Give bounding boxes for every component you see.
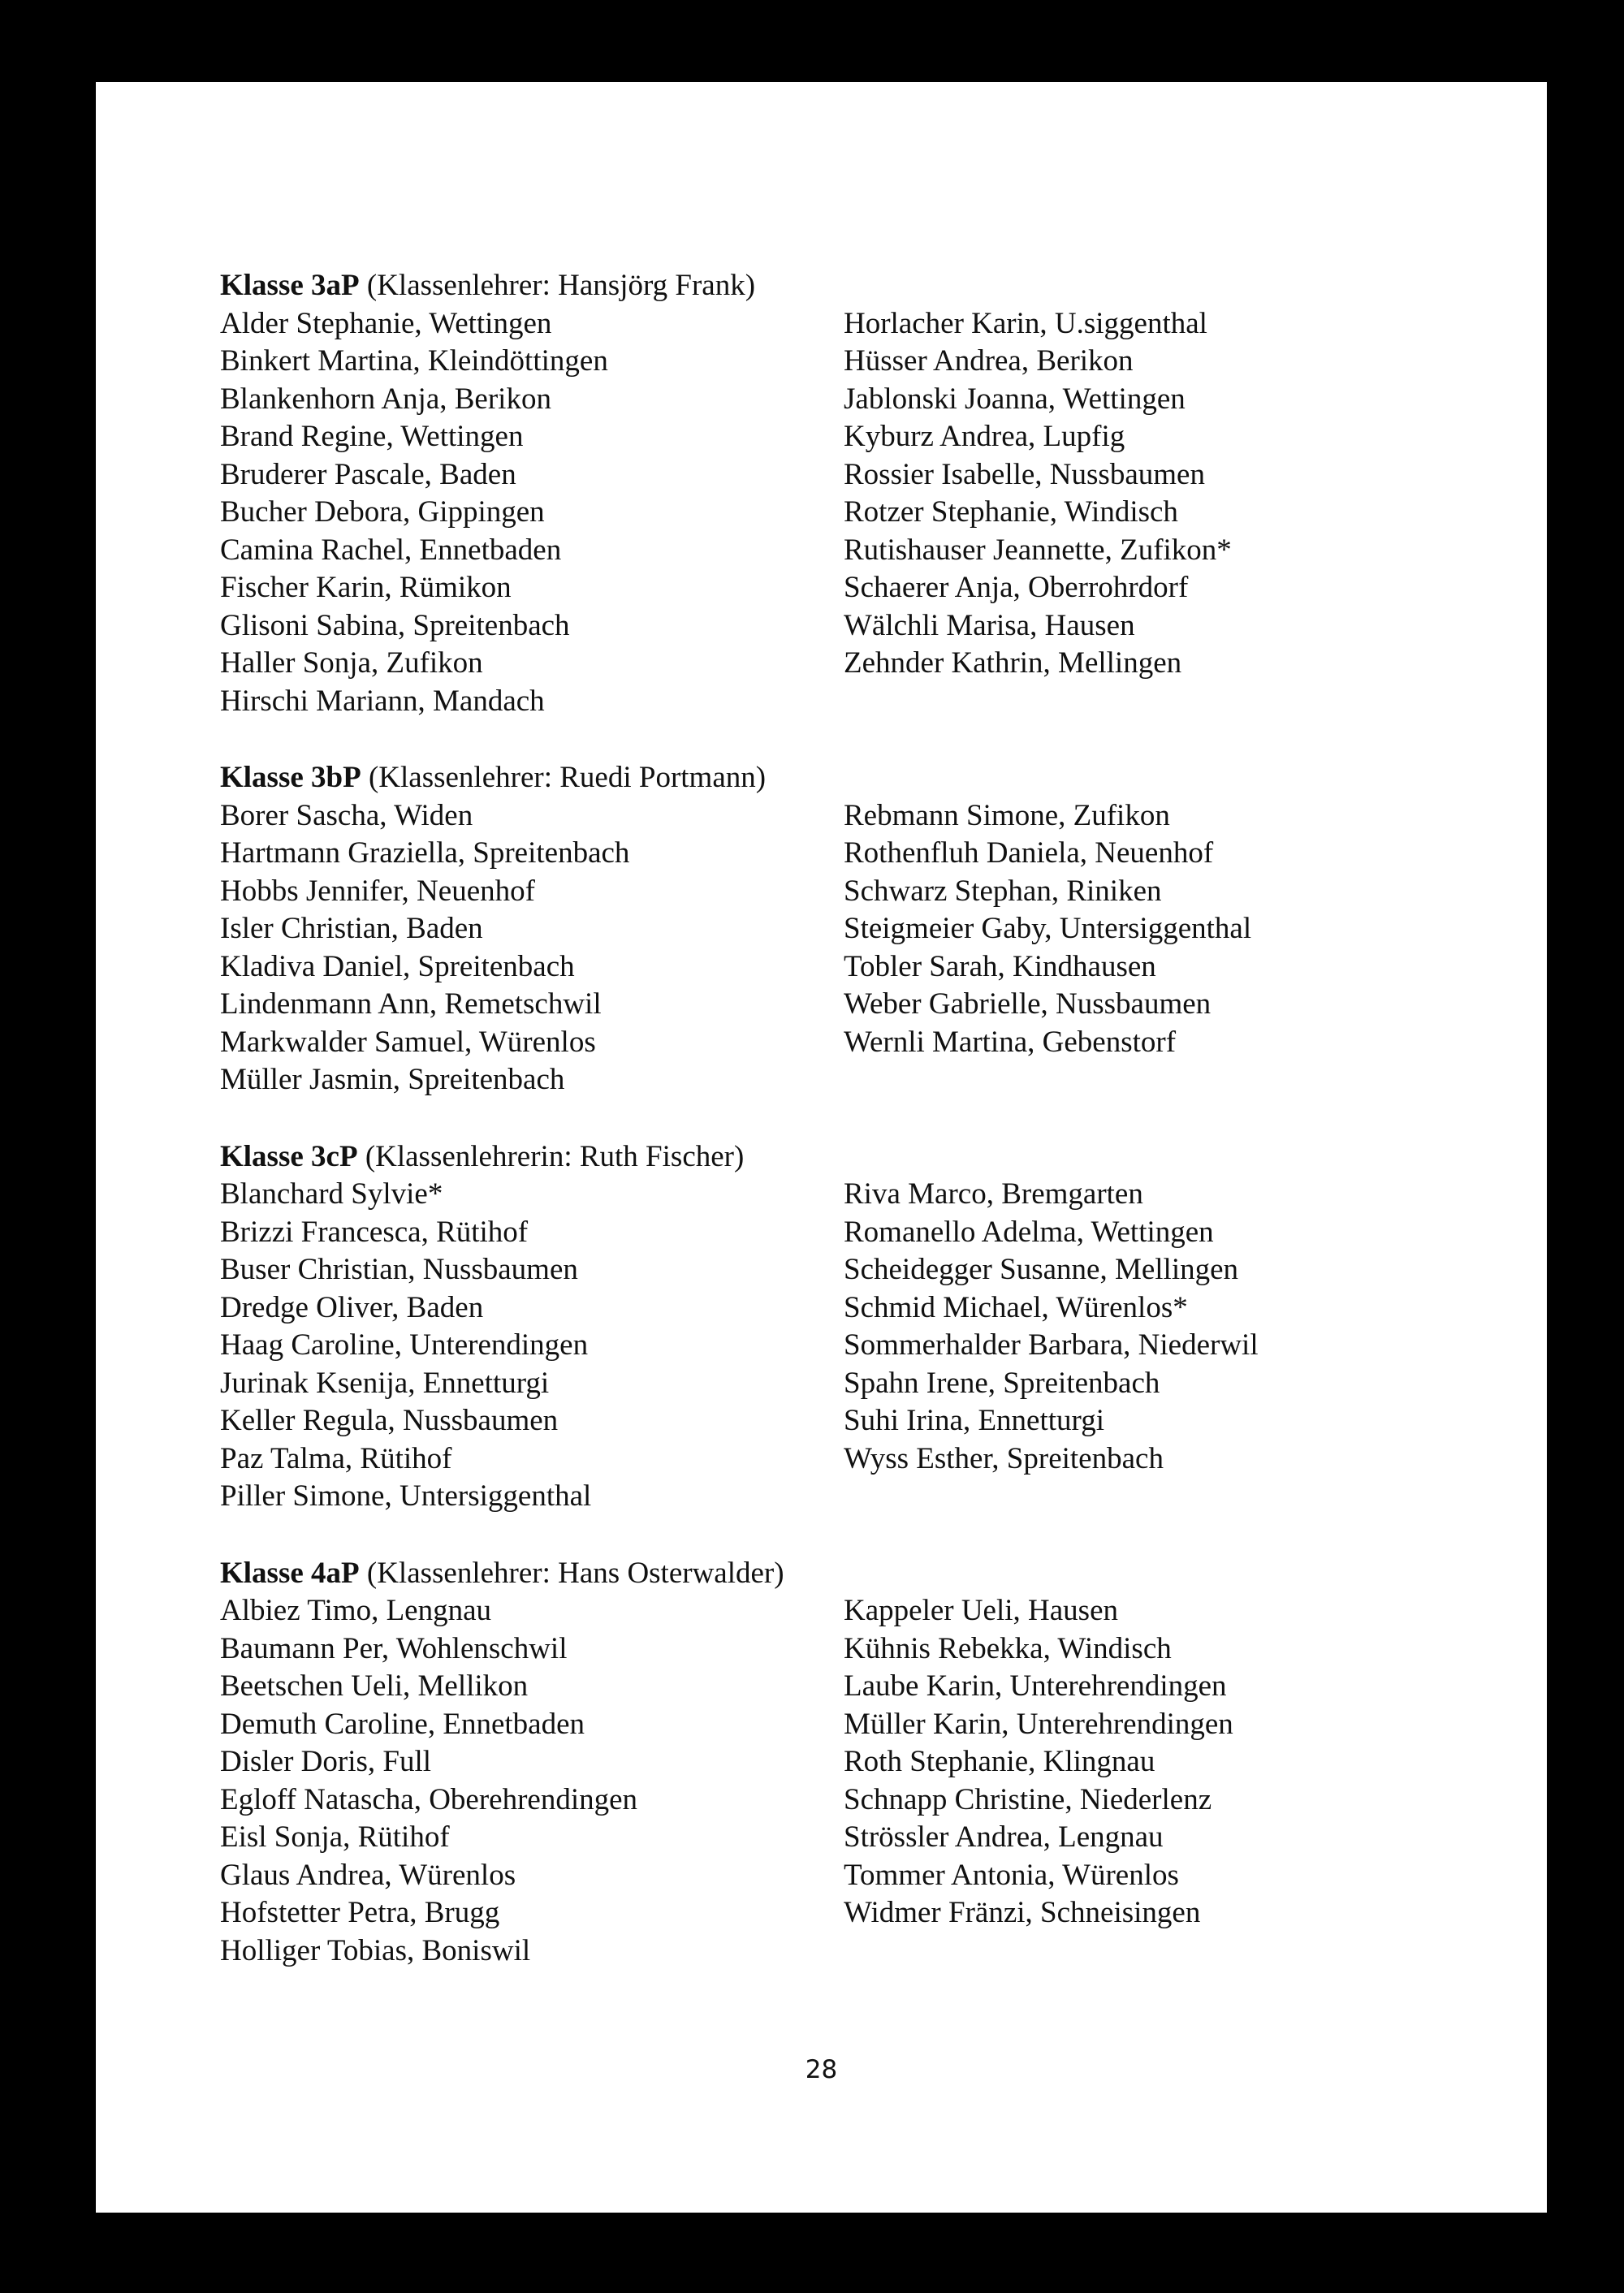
- student-entry: Hartmann Graziella, Spreitenbach: [220, 836, 630, 870]
- student-entry: Brizzi Francesca, Rütihof: [220, 1215, 529, 1249]
- student-entry: Kappeler Ueli, Hausen: [844, 1594, 1119, 1627]
- student-entry: Roth Stephanie, Klingnau: [844, 1745, 1155, 1778]
- student-entry: Strössler Andrea, Lengnau: [844, 1820, 1164, 1854]
- class-heading: [220, 1138, 1406, 1177]
- student-entry: Schnapp Christine, Niederlenz: [844, 1782, 1212, 1816]
- student-entry: Schaerer Anja, Oberrohrdorf: [844, 571, 1189, 604]
- student-entry: Riva Marco, Bremgarten: [844, 1177, 1143, 1211]
- student-entry: Blanchard Sylvie*: [220, 1177, 443, 1211]
- student-entry: Bucher Debora, Gippingen: [220, 495, 545, 529]
- student-entry: Kühnis Rebekka, Windisch: [844, 1631, 1172, 1665]
- student-entry: Rothenfluh Daniela, Neuenhof: [844, 836, 1214, 870]
- student-entry: Borer Sascha, Widen: [220, 798, 473, 832]
- student-entry: Markwalder Samuel, Würenlos: [220, 1025, 596, 1059]
- student-entry: Alder Stephanie, Wettingen: [220, 306, 552, 340]
- student-entry: Rutishauser Jeannette, Zufikon*: [844, 533, 1232, 567]
- student-entry: Demuth Caroline, Ennetbaden: [220, 1707, 585, 1741]
- student-entry: Wernli Martina, Gebenstorf: [844, 1025, 1177, 1059]
- student-column-right: [844, 797, 1406, 1099]
- student-column-left: [220, 305, 844, 721]
- student-entry: Camina Rachel, Ennetbaden: [220, 533, 562, 567]
- student-entry: Müller Jasmin, Spreitenbach: [220, 1063, 565, 1096]
- student-entry: Jablonski Joanna, Wettingen: [844, 382, 1186, 416]
- document-page: [96, 82, 1547, 2213]
- student-entry: Tobler Sarah, Kindhausen: [844, 949, 1156, 983]
- teacher-note: (Klassenlehrer: Hansjörg Frank): [366, 269, 756, 302]
- student-column-right: [844, 1176, 1406, 1516]
- student-entry: Hüsser Andrea, Berikon: [844, 344, 1134, 378]
- class-label: Klasse 3cP: [220, 1139, 358, 1173]
- student-entry: Spahn Irene, Spreitenbach: [844, 1366, 1160, 1400]
- student-entry: Schmid Michael, Würenlos*: [844, 1290, 1188, 1324]
- student-entry: Weber Gabrielle, Nussbaumen: [844, 987, 1212, 1021]
- student-entry: Sommerhalder Barbara, Niederwil: [844, 1328, 1259, 1362]
- student-column-left: [220, 797, 844, 1099]
- class-heading: [220, 759, 1406, 797]
- student-entry: Hobbs Jennifer, Neuenhof: [220, 874, 535, 908]
- class-label: Klasse 3bP: [220, 761, 361, 794]
- student-entry: Hofstetter Petra, Brugg: [220, 1896, 500, 1929]
- student-entry: Wyss Esther, Spreitenbach: [844, 1441, 1164, 1475]
- class-section-3cp: [220, 1138, 1406, 1516]
- student-entry: Binkert Martina, Kleindöttingen: [220, 344, 608, 378]
- student-entry: Piller Simone, Untersiggenthal: [220, 1479, 592, 1513]
- student-column-right: [844, 305, 1406, 721]
- teacher-note: (Klassenlehrer: Ruedi Portmann): [368, 761, 767, 794]
- student-entry: Holliger Tobias, Boniswil: [220, 1933, 531, 1967]
- student-entry: Keller Regula, Nussbaumen: [220, 1404, 559, 1437]
- student-column-left: [220, 1592, 844, 1970]
- student-entry: Müller Karin, Unterehrendingen: [844, 1707, 1233, 1741]
- student-entry: Suhi Irina, Ennetturgi: [844, 1404, 1104, 1437]
- student-entry: Lindenmann Ann, Remetschwil: [220, 987, 602, 1021]
- student-entry: Fischer Karin, Rümikon: [220, 571, 512, 604]
- student-entry: Brand Regine, Wettingen: [220, 420, 524, 453]
- page-number: 28: [805, 2055, 838, 2084]
- student-entry: Haller Sonja, Zufikon: [220, 646, 483, 680]
- student-entry: Haag Caroline, Unterendingen: [220, 1328, 589, 1362]
- class-lists: [220, 267, 1406, 2009]
- student-entry: Schwarz Stephan, Riniken: [844, 874, 1162, 908]
- student-entry: Paz Talma, Rütihof: [220, 1441, 452, 1475]
- student-entry: Glisoni Sabina, Spreitenbach: [220, 608, 570, 642]
- teacher-note: (Klassenlehrerin: Ruth Fischer): [365, 1139, 745, 1173]
- student-column-left: [220, 1176, 844, 1516]
- teacher-note: (Klassenlehrer: Hans Osterwalder): [366, 1556, 784, 1590]
- class-section-3bp: [220, 759, 1406, 1099]
- student-entry: Baumann Per, Wohlenschwil: [220, 1631, 568, 1665]
- class-section-3ap: [220, 267, 1406, 720]
- student-entry: Rotzer Stephanie, Windisch: [844, 495, 1178, 529]
- student-entry: Rossier Isabelle, Nussbaumen: [844, 457, 1205, 491]
- student-entry: Eisl Sonja, Rütihof: [220, 1820, 450, 1854]
- student-entry: Widmer Fränzi, Schneisingen: [844, 1896, 1201, 1929]
- student-entry: Disler Doris, Full: [220, 1745, 432, 1778]
- student-entry: Isler Christian, Baden: [220, 912, 483, 945]
- student-entry: Jurinak Ksenija, Ennetturgi: [220, 1366, 550, 1400]
- student-entry: Blankenhorn Anja, Berikon: [220, 382, 551, 416]
- student-entry: Wälchli Marisa, Hausen: [844, 608, 1135, 642]
- student-entry: Tommer Antonia, Würenlos: [844, 1858, 1179, 1892]
- student-entry: Bruderer Pascale, Baden: [220, 457, 516, 491]
- class-heading: [220, 1555, 1406, 1593]
- class-heading: [220, 267, 1406, 305]
- student-entry: Beetschen Ueli, Mellikon: [220, 1669, 529, 1703]
- student-entry: Albiez Timo, Lengnau: [220, 1594, 492, 1627]
- student-entry: Rebmann Simone, Zufikon: [844, 798, 1170, 832]
- student-column-right: [844, 1592, 1406, 1970]
- student-entry: Zehnder Kathrin, Mellingen: [844, 646, 1182, 680]
- student-entry: Horlacher Karin, U.siggenthal: [844, 306, 1207, 340]
- student-entry: Romanello Adelma, Wettingen: [844, 1215, 1214, 1249]
- student-entry: Kladiva Daniel, Spreitenbach: [220, 949, 575, 983]
- student-entry: Laube Karin, Unterehrendingen: [844, 1669, 1227, 1703]
- student-entry: Steigmeier Gaby, Untersiggenthal: [844, 912, 1252, 945]
- student-entry: Egloff Natascha, Oberehrendingen: [220, 1782, 638, 1816]
- student-entry: Scheidegger Susanne, Mellingen: [844, 1253, 1239, 1286]
- student-entry: Buser Christian, Nussbaumen: [220, 1253, 578, 1286]
- student-entry: Hirschi Mariann, Mandach: [220, 684, 545, 718]
- class-label: Klasse 4aP: [220, 1556, 360, 1590]
- class-section-4ap: [220, 1555, 1406, 1971]
- class-label: Klasse 3aP: [220, 269, 360, 302]
- student-entry: Kyburz Andrea, Lupfig: [844, 420, 1125, 453]
- student-entry: Dredge Oliver, Baden: [220, 1290, 484, 1324]
- student-entry: Glaus Andrea, Würenlos: [220, 1858, 516, 1892]
